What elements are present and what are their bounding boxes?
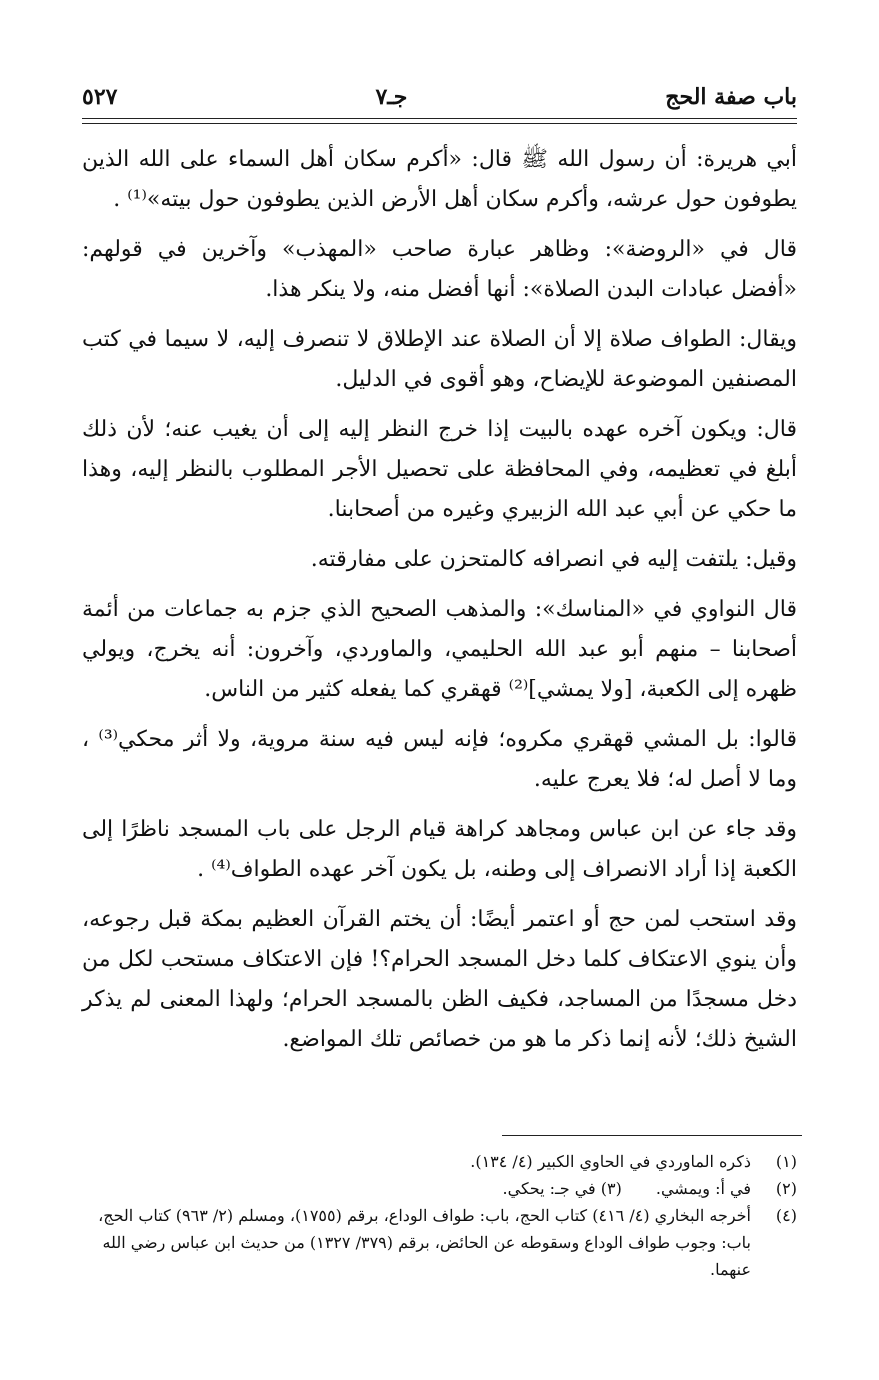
paragraph-8: وقد جاء عن ابن عباس ومجاهد كراهة قيام الرجل على باب المسجد ناظرًا إلى الكعبة إذا أراد الانصراف إلى وطنه، بل يكون آخر عهده الطواف⁽⁴⁾ . xyxy=(82,817,797,882)
header-rule-top xyxy=(82,118,797,119)
footnote-separator xyxy=(502,1135,802,1136)
paragraph-5: وقيل: يلتفت إليه في انصرافه كالمتحزن على مفارقته. xyxy=(310,547,797,572)
footnote-3 xyxy=(502,1175,622,1202)
header-rule-bottom xyxy=(82,123,797,124)
paragraph-3: ويقال: الطواف صلاة إلا أن الصلاة عند الإطلاق لا تنصرف إليه، لا سيما في كتب المصنفين الموضوعة للإيضاح، وهو أقوى في الدليل. xyxy=(82,327,797,392)
section-title: باب صفة الحج xyxy=(665,84,797,110)
footnote-2-text: في أ: ويمشي. xyxy=(655,1179,751,1198)
footnote-1 xyxy=(82,1148,797,1175)
footnote-4-text: أخرجه البخاري (٤/ ٤١٦) كتاب الحج، باب: طواف الوداع، برقم (١٧٥٥)، ومسلم (٢/ ٩٦٣) كتاب الحج، باب: وجوب طواف الوداع وسقوطه عن الحائض، برقم (٣٧٩/ ١٣٢٧) من حديث ابن عباس رضي الله عنهما. xyxy=(98,1206,751,1279)
footnotes-2-3 xyxy=(82,1175,797,1202)
main-text xyxy=(82,140,797,1070)
paragraph-4: قال: ويكون آخره عهده بالبيت إذا خرج النظر إليه إلى أن يغيب عنه؛ لأن ذلك أبلغ في تعظيمه، وفي المحافظة على تحصيل الأجر المطلوب بالنظر إليه، وهذا ما حكي عن أبي عبد الله الزبيري وغيره من أصحابنا. xyxy=(82,417,797,522)
footnote-1-number: (١) xyxy=(775,1152,797,1171)
footnote-1-text: ذكره الماوردي في الحاوي الكبير (٤/ ١٣٤). xyxy=(470,1152,751,1171)
footnote-2 xyxy=(655,1175,797,1202)
footnotes xyxy=(82,1148,797,1283)
footnote-3-number: (٣) xyxy=(600,1179,622,1198)
running-header xyxy=(82,80,797,114)
footnote-3-text: في جـ: يحكي. xyxy=(502,1179,596,1198)
paragraph-9: وقد استحب لمن حج أو اعتمر أيضًا: أن يختم القرآن العظيم بمكة قبل رجوعه، وأن ينوي الاعتكاف كلما دخل المسجد الحرام؟! فإن الاعتكاف مستحب لكل من دخل مسجدًا من المساجد، فكيف الظن بالمسجد الحرام؛ ولهذا المعنى لم يذكر الشيخ ذلك؛ لأنه إنما ذكر ما هو من خصائص تلك المواضع. xyxy=(82,907,797,1052)
volume-label: جـ٧ xyxy=(375,84,408,110)
footnote-4 xyxy=(82,1202,797,1283)
paragraph-6: قال النواوي في «المناسك»: والمذهب الصحيح الذي جزم به جماعات من أئمة أصحابنا – منهم أبو عبد الله الحليمي، والماوردي، وآخرون: أنه يخرج، ويولي ظهره إلى الكعبة، [ولا يمشي]⁽²⁾ قهقري كما يفعله كثير من الناس. xyxy=(82,597,797,702)
paragraph-1: أبي هريرة: أن رسول الله ﷺ قال: «أكرم سكان أهل السماء على الله الذين يطوفون حول عرشه، وأكرم سكان أهل الأرض الذين يطوفون حول بيته»⁽¹⁾ . xyxy=(82,147,797,212)
footnote-2-number: (٢) xyxy=(775,1179,797,1198)
paragraph-2: قال في «الروضة»: وظاهر عبارة صاحب «المهذب» وآخرين في قولهم: «أفضل عبادات البدن الصلاة»: أنها أفضل منه، ولا ينكر هذا. xyxy=(82,237,797,302)
page-number: ٥٢٧ xyxy=(82,84,118,110)
paragraph-7: قالوا: بل المشي قهقري مكروه؛ فإنه ليس فيه سنة مروية، ولا أثر محكي⁽³⁾ ، وما لا أصل له؛ فلا يعرج عليه. xyxy=(82,727,798,792)
footnote-4-number: (٤) xyxy=(775,1206,797,1225)
